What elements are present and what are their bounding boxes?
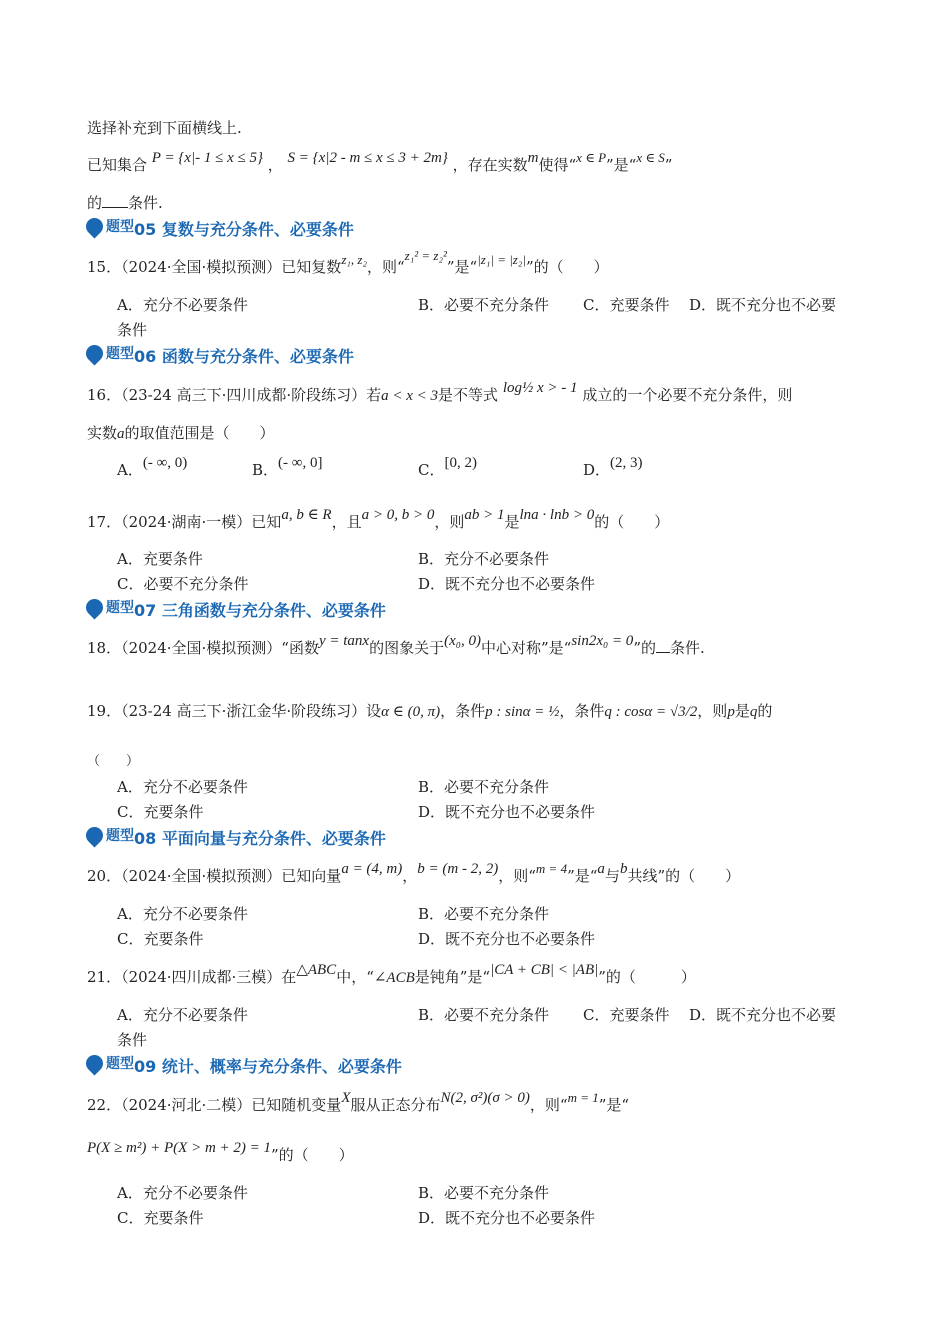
q21-option-d[interactable]: D．既不充分也不必要: [689, 1006, 837, 1024]
q22-option-a[interactable]: A．充分不必要条件: [117, 1184, 248, 1202]
question-19: 19．（23-24 高三下·浙江金华·阶段练习）设α ∈ (0, π)，条件p : sinα = ½，条件q : cosα = √3/2，则p是q的: [87, 702, 773, 720]
q20-option-c[interactable]: C．充要条件: [117, 930, 204, 948]
question-16: 16．（23-24 高三下·四川成都·阶段练习）若a < x < 3是不等式 log½ x > - 1 成立的一个必要不充分条件，则: [87, 380, 793, 404]
question-22: 22．（2024·河北·二模）已知随机变量X服从正态分布N(2, σ²)(σ > 0)，则“m = 1”是“: [87, 1090, 630, 1114]
q20-option-a[interactable]: A．充分不必要条件: [117, 905, 248, 923]
q21-option-d-wrap: 条件: [117, 1031, 148, 1049]
q17-option-c[interactable]: C．必要不充分条件: [117, 575, 249, 593]
location-pin-icon: [82, 823, 106, 847]
math-set-p: P = {x|- 1 ≤ x ≤ 5}: [151, 150, 263, 166]
intro-line-2: 已知集合 P = {x|- 1 ≤ x ≤ 5} ， S = {x|2 - m ≤ x ≤ 3 + 2m} ，存在实数m使得“x ∈ P”是“x ∈ S”: [87, 150, 673, 174]
q15-option-c[interactable]: C．充要条件: [583, 296, 670, 314]
question-22-line-2: P(X ≥ m²) + P(X > m + 2) = 1”的（ ）: [87, 1140, 354, 1164]
q20-option-d[interactable]: D．既不充分也不必要条件: [418, 930, 596, 948]
location-pin-icon: [82, 1051, 106, 1075]
q15-option-b[interactable]: B．必要不充分条件: [418, 296, 550, 314]
q16-option-c[interactable]: C．[0, 2): [418, 455, 477, 479]
intro-line-3: 的 条件.: [87, 194, 163, 212]
q17-option-d[interactable]: D．既不充分也不必要条件: [418, 575, 596, 593]
q15-option-d[interactable]: D．既不充分也不必要: [689, 296, 837, 314]
question-20: 20．（2024·全国·模拟预测）已知向量a = (4, m)，b = (m - 2, 2)，则“m = 4”是“a与b共线”的（ ）: [87, 861, 741, 885]
q22-option-b[interactable]: B．必要不充分条件: [418, 1184, 550, 1202]
q21-option-b[interactable]: B．必要不充分条件: [418, 1006, 550, 1024]
q21-option-a[interactable]: A．充分不必要条件: [117, 1006, 248, 1024]
answer-blank: [656, 638, 670, 653]
q19-option-d[interactable]: D．既不充分也不必要条件: [418, 803, 596, 821]
q17-option-a[interactable]: A．充要条件: [117, 550, 203, 568]
q20-option-b[interactable]: B．必要不充分条件: [418, 905, 550, 923]
math-set-s: S = {x|2 - m ≤ x ≤ 3 + 2m}: [287, 150, 448, 166]
q15-option-a[interactable]: A．充分不必要条件: [117, 296, 248, 314]
q21-option-c[interactable]: C．充要条件: [583, 1006, 670, 1024]
location-pin-icon: [82, 341, 106, 365]
question-17: 17．（2024·湖南·一模）已知a, b ∈ R，且a > 0, b > 0，则ab > 1是lna · lnb > 0的（ ）: [87, 507, 670, 531]
question-16-line-2: 实数a的取值范围是（ ）: [87, 424, 275, 442]
q19-option-a[interactable]: A．充分不必要条件: [117, 778, 248, 796]
q22-option-c[interactable]: C．充要条件: [117, 1209, 204, 1227]
q16-option-a[interactable]: A．(- ∞, 0): [117, 455, 188, 479]
answer-blank: [102, 193, 128, 208]
q19-option-b[interactable]: B．必要不充分条件: [418, 778, 550, 796]
q17-option-b[interactable]: B．充分不必要条件: [418, 550, 550, 568]
q22-option-d[interactable]: D．既不充分也不必要条件: [418, 1209, 596, 1227]
q15-option-d-wrap: 条件: [117, 321, 148, 339]
q19-option-c[interactable]: C．充要条件: [117, 803, 204, 821]
location-pin-icon: [82, 595, 106, 619]
q16-option-d[interactable]: D．(2, 3): [583, 455, 643, 479]
question-19-paren: （ ）: [87, 754, 140, 769]
q16-option-b[interactable]: B．(- ∞, 0]: [252, 455, 323, 479]
question-18: 18．（2024·全国·模拟预测）“函数y = tanx的图象关于(x₀, 0)中心对称”是“sin2x₀ = 0”的 条件.: [87, 633, 705, 657]
question-15: 15．（2024·全国·模拟预测）已知复数z₁, z₂，则“z₁² = z₂²”是“|z₁| = |z₂|”的（ ）: [87, 248, 609, 276]
question-21: 21．（2024·四川成都·三模）在△ABC中，“∠ACB是钝角”是“|CA + CB| < |AB|”的（ ）: [87, 962, 696, 986]
location-pin-icon: [82, 214, 106, 238]
intro-line-1: 选择补充到下面横线上.: [87, 119, 242, 137]
